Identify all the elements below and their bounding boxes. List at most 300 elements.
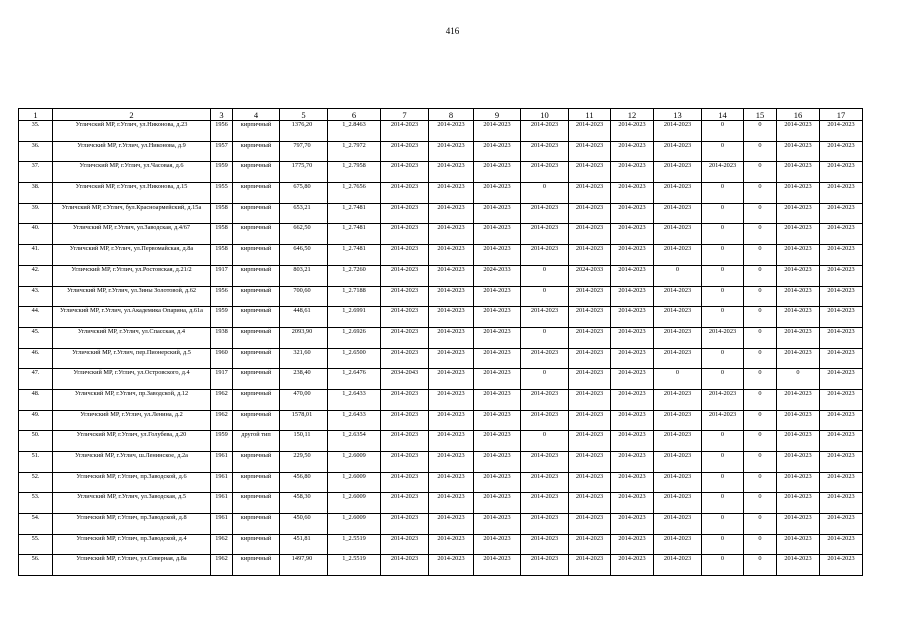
table-cell: 1961 [211,472,233,493]
table-cell: 2014-2023 [569,431,611,452]
table-cell: 1775,70 [280,162,328,183]
table-cell: 2014-2023 [521,121,569,142]
table-cell: 2014-2023 [429,493,474,514]
table-cell: 2014-2023 [569,348,611,369]
row-number-cell: 45. [19,327,53,348]
table-cell: 2014-2023 [429,121,474,142]
table-cell: 2014-2023 [820,286,863,307]
table-cell: 448,61 [280,307,328,328]
table-cell: 2014-2023 [569,141,611,162]
table-cell: 2014-2023 [569,245,611,266]
row-number-cell: 55. [19,534,53,555]
table-cell: 2014-2023 [702,327,744,348]
table-cell: 2014-2023 [569,410,611,431]
table-cell: 1956 [211,121,233,142]
table-cell: 2014-2023 [777,555,820,576]
table-cell: 2014-2023 [474,121,521,142]
table-cell: 2014-2023 [474,369,521,390]
table-cell: кирпичный [233,327,280,348]
table-cell: 2014-2023 [474,431,521,452]
table-cell: 2014-2023 [569,514,611,535]
table-cell: 1_2.6009 [328,452,381,473]
table-cell: 2014-2023 [820,452,863,473]
column-header: 4 [233,109,280,121]
table-cell: 0 [702,203,744,224]
table-cell: 2014-2023 [611,389,654,410]
table-cell: 1_2.7481 [328,203,381,224]
table-row [19,493,863,514]
table-cell: 0 [744,514,777,535]
table-cell: кирпичный [233,389,280,410]
table-cell: 2014-2023 [521,555,569,576]
table-cell: 2014-2023 [381,224,429,245]
address-cell: Угличский МР, г.Углич, ул.Голубева, д.20 [53,431,211,452]
table-cell: 0 [702,121,744,142]
column-header: 3 [211,109,233,121]
table-cell: кирпичный [233,410,280,431]
row-number-cell: 43. [19,286,53,307]
table-cell: кирпичный [233,369,280,390]
table-row [19,307,863,328]
table-cell: 2014-2023 [611,514,654,535]
table-cell: 2014-2023 [429,203,474,224]
table-row [19,348,863,369]
table-cell: 1376,20 [280,121,328,142]
table-cell: 2014-2023 [569,452,611,473]
table-cell: 2014-2023 [569,183,611,204]
address-cell: Угличский МР, г.Углич, ул.Первомайская, д.8а [53,245,211,266]
table-row [19,286,863,307]
table-cell: 2014-2023 [474,410,521,431]
table-cell: 2014-2023 [777,348,820,369]
table-cell: 2014-2023 [654,183,702,204]
table-cell: 2014-2023 [777,493,820,514]
table-cell: кирпичный [233,514,280,535]
table-cell: 2014-2023 [521,472,569,493]
table-cell: 2014-2023 [429,410,474,431]
table-cell: 2014-2023 [521,203,569,224]
table-cell: 1_2.6500 [328,348,381,369]
row-number-cell: 35. [19,121,53,142]
table-cell: 2014-2023 [654,162,702,183]
table-cell: 2014-2023 [777,245,820,266]
table-cell: 2014-2023 [569,472,611,493]
row-number-cell: 36. [19,141,53,162]
table-cell: 2014-2023 [474,472,521,493]
table-cell: 0 [702,555,744,576]
table-cell: 2014-2023 [654,203,702,224]
table-cell: 1_2.7972 [328,141,381,162]
table-cell: 0 [744,348,777,369]
table-cell: кирпичный [233,203,280,224]
table-cell: 0 [702,224,744,245]
table-cell: 0 [744,472,777,493]
row-number-cell: 40. [19,224,53,245]
table-cell: 0 [744,183,777,204]
table-cell: 0 [702,369,744,390]
table-cell: 1955 [211,183,233,204]
row-number-cell: 46. [19,348,53,369]
table-cell: 2014-2023 [654,389,702,410]
table-cell: 470,00 [280,389,328,410]
table-cell: 2014-2023 [777,183,820,204]
table-cell: 2014-2023 [654,410,702,431]
table-cell: 2014-2023 [474,245,521,266]
table-cell: 2014-2023 [569,307,611,328]
table-row [19,431,863,452]
table-row [19,452,863,473]
table-cell: 2014-2023 [381,389,429,410]
table-cell: 0 [702,307,744,328]
column-header: 13 [654,109,702,121]
table-cell: 2014-2023 [381,493,429,514]
table-row [19,514,863,535]
table-cell: 238,40 [280,369,328,390]
table-cell: 2014-2023 [429,307,474,328]
table-row [19,224,863,245]
table-cell: кирпичный [233,286,280,307]
table-cell: 1_2.6354 [328,431,381,452]
table-cell: 0 [702,452,744,473]
table-cell: 2014-2023 [474,555,521,576]
table-cell: другой тип [233,431,280,452]
table-cell: 2014-2023 [654,534,702,555]
table-cell: 2014-2023 [521,389,569,410]
row-number-cell: 41. [19,245,53,266]
table-cell: 2014-2023 [521,410,569,431]
table-cell: 2014-2023 [521,162,569,183]
table-cell: 0 [744,286,777,307]
table-cell: 2014-2023 [381,265,429,286]
column-header: 14 [702,109,744,121]
table-row [19,183,863,204]
address-cell: Угличский МР, г.Углич, ул.Северная, д.8а [53,555,211,576]
table-cell: 2014-2023 [820,410,863,431]
table-cell: 2014-2023 [429,224,474,245]
table-cell: 2014-2023 [777,389,820,410]
table-cell: кирпичный [233,224,280,245]
table-cell: 2014-2023 [820,141,863,162]
buildings-table [18,108,863,576]
table-cell: 2014-2023 [521,348,569,369]
table-cell: 1_2.8463 [328,121,381,142]
table-cell: 2014-2023 [702,389,744,410]
table-cell: 2014-2023 [654,327,702,348]
column-header: 12 [611,109,654,121]
table-row [19,327,863,348]
table-cell: 2014-2023 [611,327,654,348]
table-row [19,534,863,555]
table-cell: кирпичный [233,141,280,162]
table-cell: 1917 [211,369,233,390]
table-cell: 1960 [211,348,233,369]
table-cell: кирпичный [233,452,280,473]
table-cell: 2014-2023 [474,307,521,328]
table-cell: 0 [744,389,777,410]
table-cell: 1497,90 [280,555,328,576]
table-cell: 2014-2023 [381,203,429,224]
table-cell: 2014-2023 [611,162,654,183]
table-cell: 1962 [211,534,233,555]
row-number-cell: 44. [19,307,53,328]
address-cell: Угличский МР, г.Углич, ул.Никонова, д.9 [53,141,211,162]
table-row [19,410,863,431]
page-number: 416 [445,26,460,36]
table-cell: 2014-2023 [820,348,863,369]
table-cell: 2014-2023 [381,162,429,183]
table-cell: 2014-2023 [381,245,429,266]
table-cell: 0 [654,369,702,390]
table-cell: 2014-2023 [474,183,521,204]
table-cell: 2014-2023 [429,389,474,410]
table-cell: 2014-2023 [777,203,820,224]
table-cell: 2014-2023 [569,286,611,307]
table-cell: 2014-2023 [474,534,521,555]
column-header: 10 [521,109,569,121]
table-cell: 2014-2023 [777,307,820,328]
table-cell: 1_2.6926 [328,327,381,348]
table-cell: 2014-2023 [569,162,611,183]
table-cell: 0 [744,141,777,162]
table-cell: 2014-2023 [521,224,569,245]
table-cell: 0 [521,431,569,452]
table-cell: 0 [744,307,777,328]
table-cell: 0 [521,327,569,348]
table-cell: 2014-2023 [611,452,654,473]
table-cell: 2014-2023 [777,286,820,307]
row-number-cell: 56. [19,555,53,576]
table-cell: 2014-2023 [777,141,820,162]
column-header: 5 [280,109,328,121]
table-cell: 2014-2023 [381,307,429,328]
column-header: 6 [328,109,381,121]
table-cell: 2014-2023 [611,224,654,245]
table-cell: 0 [744,265,777,286]
table-cell: 1_2.5519 [328,555,381,576]
table-cell: 803,21 [280,265,328,286]
table-cell: 2014-2023 [611,286,654,307]
table-cell: 1_2.7260 [328,265,381,286]
address-cell: Угличский МР, г.Углич, ул.Зины Золотовой, д.62 [53,286,211,307]
column-header: 11 [569,109,611,121]
table-cell: 1_2.7188 [328,286,381,307]
table-cell: 2014-2023 [654,555,702,576]
table-cell: 1958 [211,245,233,266]
table-cell: 2014-2023 [569,369,611,390]
table-cell: 2014-2023 [429,472,474,493]
table-cell: 2014-2023 [654,493,702,514]
table-cell: 2014-2023 [474,224,521,245]
table-cell: 2014-2023 [429,514,474,535]
table-cell: 0 [744,224,777,245]
table-cell: 2014-2023 [777,452,820,473]
column-header: 1 [19,109,53,121]
table-cell: 1_2.6009 [328,493,381,514]
address-cell: Угличский МР, г.Углич, ул.Никонова, д.15 [53,183,211,204]
table-cell: 2014-2023 [654,121,702,142]
table-cell: 2014-2023 [654,431,702,452]
table-cell: 0 [702,348,744,369]
address-cell: Угличский МР, г.Углич, ул.Заводская, д.5 [53,493,211,514]
table-cell: 2014-2023 [429,534,474,555]
table-cell: 0 [521,286,569,307]
table-cell: 0 [744,410,777,431]
table-cell: 2014-2023 [777,121,820,142]
table-cell: 2014-2023 [820,514,863,535]
table-cell: 0 [744,493,777,514]
table-cell: 2014-2023 [429,327,474,348]
column-header: 17 [820,109,863,121]
address-cell: Угличский МР, г.Углич, пр.Заводской, д.6 [53,472,211,493]
table-cell: 2014-2023 [820,327,863,348]
table-cell: кирпичный [233,348,280,369]
table-cell: 2014-2023 [521,245,569,266]
table-cell: 2014-2023 [429,245,474,266]
table-cell: 2014-2023 [777,534,820,555]
table-cell: 1962 [211,389,233,410]
table-cell: кирпичный [233,162,280,183]
table-cell: 2014-2023 [702,410,744,431]
table-cell: 0 [744,431,777,452]
address-cell: Угличский МР, г.Углич, ул.Ленина, д.2 [53,410,211,431]
table-cell: 1_2.7958 [328,162,381,183]
table-cell: кирпичный [233,307,280,328]
row-number-cell: 54. [19,514,53,535]
table-cell: 1938 [211,327,233,348]
table-cell: кирпичный [233,493,280,514]
table-cell: 2014-2023 [474,493,521,514]
table-cell: 0 [702,265,744,286]
table-cell: 0 [744,245,777,266]
table-row [19,245,863,266]
table-cell: 0 [744,121,777,142]
header-row [19,109,863,121]
table-cell: 662,50 [280,224,328,245]
table-cell: 2014-2023 [820,555,863,576]
table-cell: 2014-2023 [611,245,654,266]
table-cell: 456,80 [280,472,328,493]
table-cell: 2014-2023 [611,203,654,224]
table-cell: 2014-2023 [820,472,863,493]
table-cell: 2014-2023 [611,534,654,555]
row-number-cell: 38. [19,183,53,204]
address-cell: Угличский МР, г.Углич, пр.Заводской, д.8 [53,514,211,535]
table-cell: 2014-2023 [654,224,702,245]
table-cell: 2014-2023 [429,265,474,286]
table-cell: 2014-2023 [820,162,863,183]
table-cell: 675,80 [280,183,328,204]
table-cell: 0 [744,369,777,390]
row-number-cell: 51. [19,452,53,473]
table-cell: 2014-2023 [611,183,654,204]
table-cell: 2014-2023 [381,514,429,535]
table-cell: 2014-2023 [429,286,474,307]
table-cell: 2014-2023 [381,555,429,576]
table-cell: 2034-2043 [381,369,429,390]
address-cell: Угличский МР, г.Углич, ул.Часовая, д.6 [53,162,211,183]
table-cell: 2014-2023 [654,245,702,266]
table-cell: 2014-2023 [429,348,474,369]
table-cell: 2014-2023 [820,224,863,245]
table-cell: 646,50 [280,245,328,266]
table-cell: 2014-2023 [820,534,863,555]
table-cell: 2014-2023 [521,452,569,473]
table-row [19,203,863,224]
table-cell: 2014-2023 [521,141,569,162]
table-cell: 2014-2023 [381,183,429,204]
table-cell: 1958 [211,203,233,224]
table-cell: 2014-2023 [820,389,863,410]
table-cell: 150,11 [280,431,328,452]
table-cell: кирпичный [233,121,280,142]
table-cell: 0 [777,369,820,390]
table-cell: кирпичный [233,265,280,286]
table-cell: 2014-2023 [474,514,521,535]
table-cell: 2014-2023 [569,327,611,348]
table-cell: 2014-2023 [429,555,474,576]
table-cell: 2014-2023 [611,431,654,452]
table-cell: 1958 [211,224,233,245]
table-cell: 0 [702,183,744,204]
table-cell: 2014-2023 [820,203,863,224]
table-cell: 2014-2023 [654,286,702,307]
table-cell: 0 [702,493,744,514]
table-cell: 1_2.6009 [328,472,381,493]
column-header: 16 [777,109,820,121]
table-cell: 2014-2023 [474,389,521,410]
address-cell: Угличский МР, г.Углич, ул.Спасская, д.4 [53,327,211,348]
row-number-cell: 39. [19,203,53,224]
table-cell: 0 [744,203,777,224]
table-cell: 0 [654,265,702,286]
column-header: 15 [744,109,777,121]
table-cell: 1956 [211,286,233,307]
table-cell: 1959 [211,307,233,328]
table-cell: 2014-2023 [611,348,654,369]
table-cell: 1_2.6476 [328,369,381,390]
table-cell: 1_2.5519 [328,534,381,555]
table-cell: 0 [744,534,777,555]
table-cell: 2014-2023 [569,224,611,245]
table-cell: 0 [744,555,777,576]
table-row [19,555,863,576]
column-header: 9 [474,109,521,121]
address-cell: Угличский МР, г.Углич, пр.Заводской, д.12 [53,389,211,410]
row-number-cell: 49. [19,410,53,431]
table-cell: 1_2.6991 [328,307,381,328]
row-number-cell: 50. [19,431,53,452]
table-cell: 0 [744,162,777,183]
table-cell: 2014-2023 [777,224,820,245]
table-cell: 2014-2023 [611,141,654,162]
table-cell: 2014-2023 [654,452,702,473]
table-cell: кирпичный [233,472,280,493]
table-cell: 2014-2023 [569,389,611,410]
table-cell: кирпичный [233,555,280,576]
table-cell: 0 [702,472,744,493]
table-cell: 2014-2023 [820,183,863,204]
table-cell: 2014-2023 [777,327,820,348]
table-cell: 2014-2023 [429,452,474,473]
address-cell: Угличский МР, г.Углич, пр.Заводской, д.4 [53,534,211,555]
table-cell: 2014-2023 [474,286,521,307]
table-cell: 451,81 [280,534,328,555]
table-cell: 0 [521,369,569,390]
table-cell: 2014-2023 [820,121,863,142]
table-cell: 229,50 [280,452,328,473]
table-cell: 2014-2023 [611,555,654,576]
table-row [19,389,863,410]
